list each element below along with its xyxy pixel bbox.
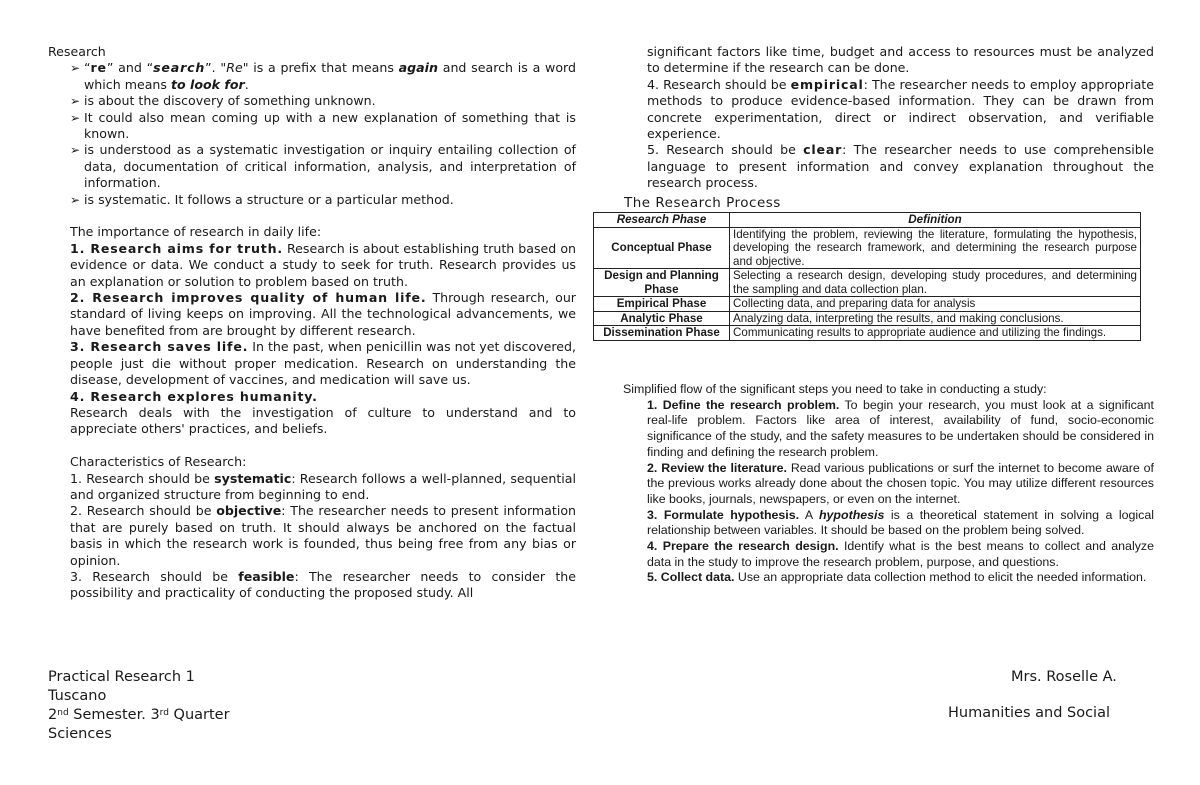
flow-step: 2. Review the literature. Read various publications or surf the internet to become aware of the previous works already done about the chosen topic. You may utilize different resources like books, journals, newspapers, or even on the internet. bbox=[647, 460, 1155, 506]
flow-steps-list bbox=[623, 398, 1154, 586]
phase-cell: Empirical Phase bbox=[594, 297, 730, 312]
characteristic-item: 3. Research should be feasible: The researcher needs to consider the possibility and practicality of conducting the proposed study. All bbox=[70, 568, 577, 601]
flow-step: 4. Prepare the research design. Identify what is the best means to collect and analyze data in the study to improve the research problem, purpose, and questions. bbox=[647, 539, 1154, 569]
flow-step: 1. Define the research problem. To begin your research, you must look at a significant real-life problem. Factors like area of interest, availability of fund, socio-economic significance of the study, and the safety measures to be undertaken should be considered in finding and defining the research problem. bbox=[647, 397, 1154, 459]
importance-intro: The importance of research in daily life: bbox=[70, 224, 322, 240]
left-column bbox=[48, 44, 576, 602]
definition-cell: Identifying the problem, reviewing the literature, formulating the hypothesis, developing the research framework, and determining the research purpose and objective. bbox=[730, 227, 1141, 269]
strand-name: Humanities and Social bbox=[948, 705, 1110, 721]
importance-item: 3. Research saves life. In the past, when penicillin was not yet discovered, people just die without proper medication. Research on understanding the disease, development of vaccines, and medication will save us. bbox=[70, 339, 576, 388]
bullet-item: ➢ is systematic. It follows a structure or a particular method. bbox=[70, 192, 576, 208]
table-row bbox=[594, 297, 1141, 312]
footer-left bbox=[48, 668, 230, 744]
definition-cell: Selecting a research design, developing study procedures, and determining the sampling and data collection plan. bbox=[730, 269, 1141, 297]
research-heading: Research bbox=[48, 44, 106, 59]
definition-cell: Analyzing data, interpreting the results, and making conclusions. bbox=[730, 311, 1141, 326]
strand-continuation: Sciences bbox=[48, 726, 112, 742]
teacher-name: Mrs. Roselle A. bbox=[1011, 669, 1117, 685]
simplified-flow-section bbox=[623, 382, 1154, 586]
definition-cell: Collecting data, and preparing data for analysis bbox=[730, 297, 1141, 312]
research-bullet-list bbox=[70, 60, 576, 208]
table-row bbox=[594, 269, 1141, 297]
characteristic-item: 2. Research should be objective: The researcher needs to present information that are purely based on truth. It should always be anchored on the factual basis in which the research work is founded, thus being free from any bias or opinion. bbox=[70, 503, 577, 568]
column-header: Research Phase bbox=[594, 213, 730, 228]
characteristic-item: 4. Research should be empirical: The researcher needs to employ appropriate methods to produce evidence-based information. They can be drawn from concrete experimentation, direct or indirect observation, and verifiable experience. bbox=[647, 76, 1154, 142]
characteristic-item: 5. Research should be clear: The researcher needs to use comprehensible language to present information and convey explanation throughout the research process. bbox=[647, 142, 1154, 191]
characteristic-item: 1. Research should be systematic: Research follows a well-planned, sequential and organized structure from beginning to end. bbox=[70, 470, 577, 502]
definition-cell: Communicating results to appropriate audience and utilizing the findings. bbox=[730, 326, 1141, 341]
phase-cell: Analytic Phase bbox=[594, 311, 730, 326]
table-header-row bbox=[594, 213, 1141, 228]
feasible-continuation: significant factors like time, budget and access to resources must be analyzed to determine if the research can be done. bbox=[647, 44, 1154, 76]
characteristics-intro: Characteristics of Research: bbox=[70, 454, 247, 470]
right-column bbox=[647, 44, 1154, 192]
flow-step: 3. Formulate hypothesis. A hypothesis is a theoretical statement in solving a logical relationship between variables. It should be based on the problem being solved. bbox=[647, 507, 1155, 538]
importance-section bbox=[48, 224, 576, 601]
course-name: Practical Research 1 bbox=[48, 669, 195, 685]
author-surname: Tuscano bbox=[48, 688, 107, 704]
importance-item: 2. Research improves quality of human life. Through research, our standard of living keeps on improving. All the technological advancements, we have benefited from are brought by different research. bbox=[70, 290, 576, 338]
phase-cell: Dissemination Phase bbox=[594, 326, 730, 341]
table-row bbox=[594, 311, 1141, 326]
flow-step: 5. Collect data. Use an appropriate data collection method to elicit the needed information. bbox=[647, 570, 1147, 585]
importance-item: 4. Research explores humanity. Research deals with the investigation of culture to understand and to appreciate others' practices, and beliefs. bbox=[70, 388, 576, 437]
bullet-item: ➢ It could also mean coming up with a new explanation of something that is known. bbox=[70, 110, 576, 143]
bullet-item: ➢ “re” and “search”. "Re" is a prefix that means again and search is a word which means to look for. bbox=[70, 60, 576, 93]
research-process-table bbox=[593, 212, 1141, 341]
semester-quarter: 2nd Semester. 3rd Quarter bbox=[48, 707, 230, 723]
table-row bbox=[594, 227, 1141, 269]
phase-cell: Conceptual Phase bbox=[594, 227, 730, 269]
bullet-item: ➢ is understood as a systematic investigation or inquiry entailing collection of data, documentation of critical information, analysis, and interpretation of information. bbox=[70, 142, 576, 191]
research-process-title: The Research Process bbox=[624, 195, 781, 211]
table-row bbox=[594, 326, 1141, 341]
phase-cell: Design and Planning Phase bbox=[594, 269, 730, 297]
importance-item: 1. Research aims for truth. Research is about establishing truth based on evidence or data. We conduct a study to seek for truth. Research provides us an explanation or solution to problem based on truth. bbox=[70, 240, 577, 289]
bullet-item: ➢ is about the discovery of something unknown. bbox=[70, 93, 576, 109]
column-header: Definition bbox=[730, 213, 1141, 228]
flow-intro: Simplified flow of the significant steps you need to take in conducting a study: bbox=[623, 382, 1047, 396]
